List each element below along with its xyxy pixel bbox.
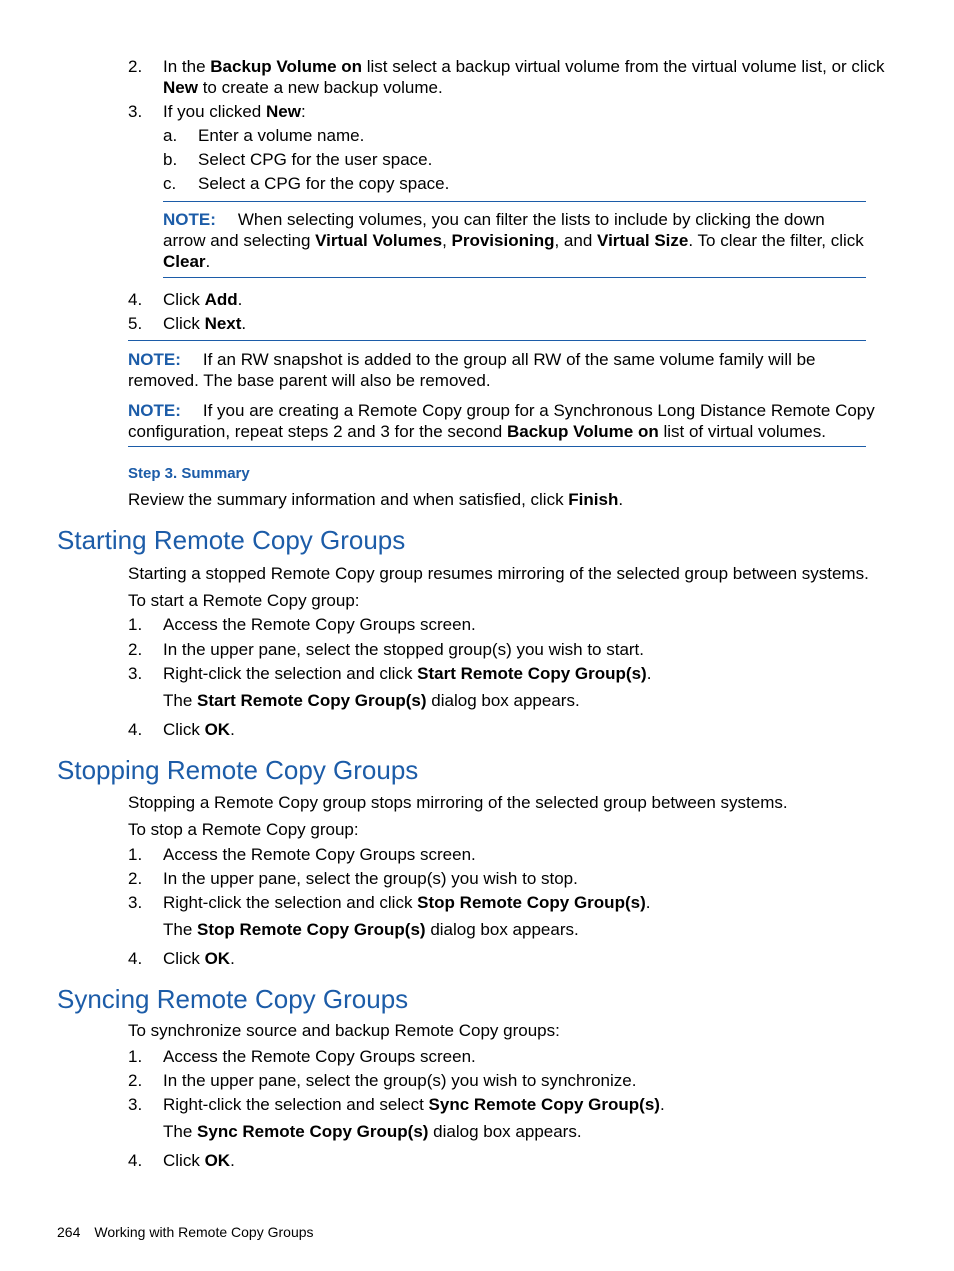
ui-term: Next: [204, 314, 242, 333]
text: dialog box appears.: [426, 691, 580, 710]
note-bottom-rule: [128, 446, 866, 447]
sublist-letter: a.: [163, 126, 178, 145]
list-item: [163, 1094, 665, 1115]
text: Right-click the selection and click: [163, 664, 418, 683]
list-item-detail: [163, 1121, 582, 1142]
ui-term: New: [163, 78, 198, 97]
text: In the: [163, 57, 211, 76]
ui-term: OK: [204, 720, 231, 739]
list-number: 4.: [128, 949, 143, 968]
ui-term: Sync Remote Copy Group(s): [428, 1095, 660, 1114]
text: .: [237, 290, 243, 309]
list-item-detail: [163, 919, 579, 940]
paragraph: Stopping a Remote Copy group stops mirroring of the selected group between systems.: [128, 793, 788, 812]
text: The: [163, 691, 198, 710]
note-text: [128, 421, 826, 442]
list-item: In the upper pane, select the group(s) you wish to stop.: [163, 869, 578, 888]
note-label: NOTE:: [128, 401, 181, 420]
list-item: [163, 56, 885, 77]
section-title: Syncing Remote Copy Groups: [57, 984, 409, 1014]
list-item: In the upper pane, select the group(s) you wish to synchronize.: [163, 1071, 637, 1090]
text: Click: [163, 720, 205, 739]
ui-term: OK: [204, 1151, 231, 1170]
text: list of virtual volumes.: [658, 422, 826, 441]
list-item: [163, 719, 235, 740]
list-item-detail: [163, 690, 580, 711]
note-text: [163, 251, 210, 272]
paragraph: [128, 489, 623, 510]
paragraph: To start a Remote Copy group:: [128, 591, 360, 610]
list-number: 4.: [128, 1151, 143, 1170]
list-item: [163, 663, 651, 684]
note-top-rule: [128, 340, 866, 341]
text: Right-click the selection and select: [163, 1095, 429, 1114]
ui-term: Backup Volume on: [506, 422, 659, 441]
list-number: 5.: [128, 314, 143, 333]
ui-term: Add: [204, 290, 238, 309]
text: .: [645, 893, 651, 912]
list-number: 1.: [128, 845, 143, 864]
text: .: [646, 664, 652, 683]
text: :: [300, 102, 306, 121]
note-box: [163, 209, 825, 230]
sublist-letter: c.: [163, 174, 177, 193]
text: If you clicked: [163, 102, 266, 121]
note-top-rule: [163, 201, 866, 202]
text: The: [163, 920, 198, 939]
list-item-continuation: [163, 77, 443, 98]
ui-term: Clear: [163, 252, 206, 271]
text: dialog box appears.: [425, 920, 579, 939]
text: .: [230, 949, 235, 968]
list-item: Access the Remote Copy Groups screen.: [163, 615, 476, 634]
ui-term: Provisioning: [451, 231, 555, 250]
list-item: Access the Remote Copy Groups screen.: [163, 845, 476, 864]
text: Click: [163, 1151, 205, 1170]
text: Click: [163, 290, 205, 309]
list-item: [163, 892, 650, 913]
text: The: [163, 1122, 198, 1141]
text: Right-click the selection and click: [163, 893, 418, 912]
note-text: If you are creating a Remote Copy group for a Synchronous Long Distance Remote Copy: [202, 401, 875, 420]
list-number: 2.: [128, 869, 143, 888]
note-box: [128, 349, 816, 370]
text: , and: [554, 231, 598, 250]
ui-term: Stop Remote Copy Group(s): [197, 920, 426, 939]
ui-term: Finish: [568, 490, 619, 509]
list-number: 3.: [128, 102, 143, 121]
sublist-item: Enter a volume name.: [198, 126, 365, 145]
note-text: removed. The base parent will also be removed.: [128, 371, 491, 390]
list-number: 2.: [128, 640, 143, 659]
ui-term: Backup Volume on: [210, 57, 363, 76]
text: to create a new backup volume.: [197, 78, 443, 97]
text: list select a backup virtual volume from the virtual volume list, or click: [362, 57, 885, 76]
text: configuration, repeat steps 2 and 3 for the second: [128, 422, 507, 441]
ui-term: Virtual Volumes: [315, 231, 443, 250]
text: dialog box appears.: [428, 1122, 582, 1141]
list-number: 1.: [128, 1047, 143, 1066]
list-number: 3.: [128, 664, 143, 683]
note-text: When selecting volumes, you can filter the lists to include by clicking the down: [237, 210, 825, 229]
text: Click: [163, 314, 205, 333]
section-title: Starting Remote Copy Groups: [57, 525, 406, 555]
text: .: [241, 314, 247, 333]
list-number: 3.: [128, 893, 143, 912]
list-number: 4.: [128, 720, 143, 739]
text: .: [230, 720, 235, 739]
list-number: 2.: [128, 57, 143, 76]
ui-term: Start Remote Copy Group(s): [197, 691, 427, 710]
footer-title: Working with Remote Copy Groups: [94, 1224, 314, 1240]
step-heading: Step 3. Summary: [128, 465, 250, 482]
note-text: [163, 230, 864, 251]
text: .: [659, 1095, 665, 1114]
note-bottom-rule: [163, 277, 866, 278]
list-item: [163, 101, 306, 122]
note-text: If an RW snapshot is added to the group all RW of the same volume family will be: [202, 350, 816, 369]
sublist-item: Select a CPG for the copy space.: [198, 174, 450, 193]
paragraph: Starting a stopped Remote Copy group resumes mirroring of the selected group between systems.: [128, 564, 869, 583]
text: .: [618, 490, 624, 509]
ui-term: New: [266, 102, 301, 121]
text: .: [205, 252, 211, 271]
page-number: 264: [57, 1224, 81, 1240]
list-number: 1.: [128, 615, 143, 634]
ui-term: Stop Remote Copy Group(s): [417, 893, 646, 912]
ui-term: Sync Remote Copy Group(s): [197, 1122, 429, 1141]
note-label: NOTE:: [163, 210, 216, 229]
note-label: NOTE:: [128, 350, 181, 369]
text: .: [230, 1151, 235, 1170]
ui-term: Virtual Size: [597, 231, 689, 250]
text: ,: [442, 231, 452, 250]
ui-term: Start Remote Copy Group(s): [417, 664, 647, 683]
list-number: 3.: [128, 1095, 143, 1114]
page-footer: [57, 1222, 314, 1243]
text: . To clear the filter, click: [688, 231, 864, 250]
list-item: [163, 948, 235, 969]
paragraph: To stop a Remote Copy group:: [128, 820, 359, 839]
text: Click: [163, 949, 205, 968]
list-number: 4.: [128, 290, 143, 309]
list-number: 2.: [128, 1071, 143, 1090]
list-item: [163, 289, 242, 310]
text: arrow and selecting: [163, 231, 316, 250]
ui-term: OK: [204, 949, 231, 968]
list-item: [163, 1150, 235, 1171]
section-title: Stopping Remote Copy Groups: [57, 755, 419, 785]
list-item: In the upper pane, select the stopped group(s) you wish to start.: [163, 640, 645, 659]
list-item: [163, 313, 246, 334]
sublist-letter: b.: [163, 150, 178, 169]
paragraph: To synchronize source and backup Remote Copy groups:: [128, 1021, 560, 1040]
note-box: [128, 400, 875, 421]
list-item: Access the Remote Copy Groups screen.: [163, 1047, 476, 1066]
sublist-item: Select CPG for the user space.: [198, 150, 433, 169]
text: Review the summary information and when satisfied, click: [128, 490, 569, 509]
